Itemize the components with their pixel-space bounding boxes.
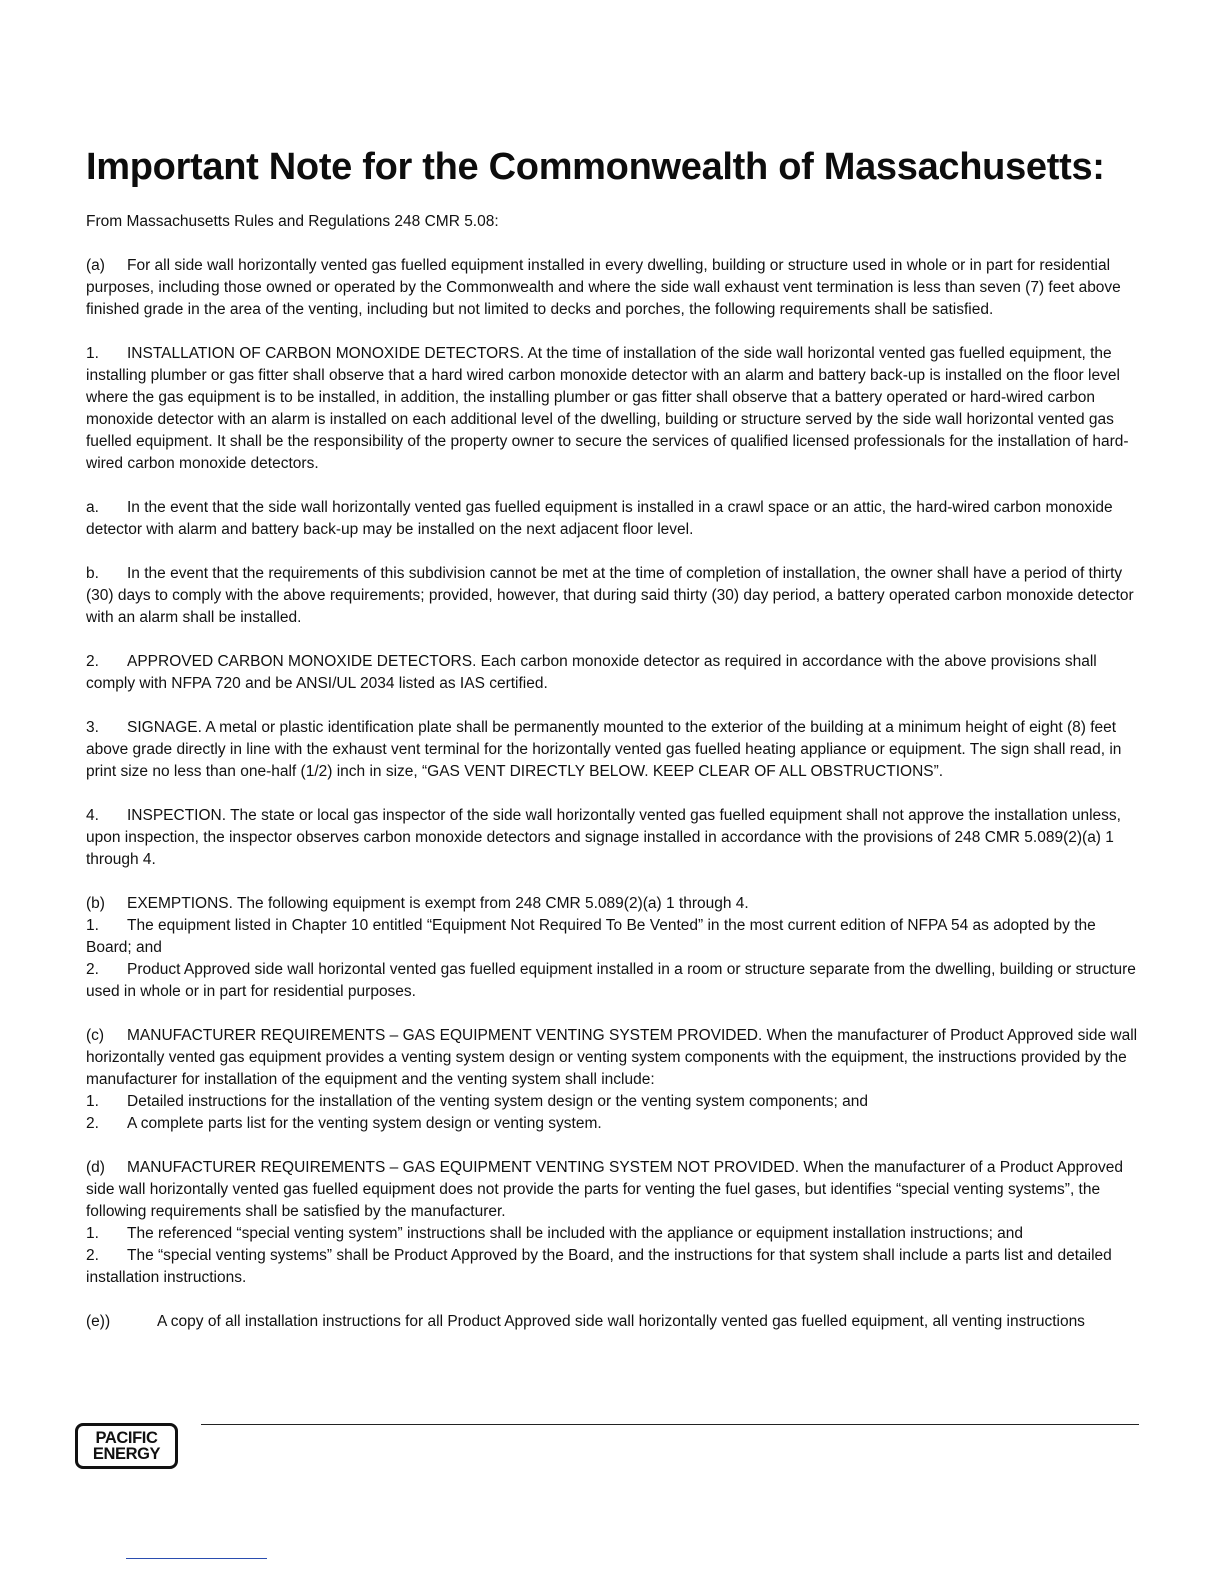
item-4 [86,805,1138,871]
paragraph-body: A copy of all installation instructions for all Product Approved side wall horizontally vented gas fuelled equipment, all venting instructions [157,1313,1085,1330]
paragraph-a [86,255,1138,321]
item-body: The equipment listed in Chapter 10 entitled “Equipment Not Required To Be Vented” in the most current edition of NFPA 54 as adopted by the Board; and [86,917,1096,956]
item-number: 1. [86,917,99,934]
paragraph-body: MANUFACTURER REQUIREMENTS – GAS EQUIPMENT VENTING SYSTEM PROVIDED. When the manufacturer of Product Approved side wall horizontally vented gas equipment provides a venting system design or venting system components with the equipment, the instructions provided by the manufacturer for installation of the equipment and the venting system shall include: [86,1027,1138,1088]
footer-link-underline[interactable] [126,1558,267,1559]
item-number: b. [86,565,99,582]
item-body: Product Approved side wall horizontal vented gas fuelled equipment installed in a room or structure separate from the dwelling, building or structure used in whole or in part for residential purposes. [86,961,1136,1000]
item-1 [86,343,1138,475]
item-number: 3. [86,719,99,736]
provided-item-2 [86,1113,1138,1135]
not-provided-item-1 [86,1223,1138,1245]
not-provided-item-2 [86,1245,1138,1289]
pacific-energy-logo [75,1423,178,1469]
item-number: 2. [86,1247,99,1264]
intro-paragraph: From Massachusetts Rules and Regulations 248 CMR 5.08: [86,213,499,230]
exemption-item-2 [86,959,1138,1003]
paragraph-c [86,1025,1138,1091]
paragraph-body: For all side wall horizontally vented gas fuelled equipment installed in every dwelling, building or structure used in whole or in part for residential purposes, including those owned or operated by the Commonwealth and where the side wall exhaust vent termination is less than seven (7) feet above finished grade in the area of the venting, including but not limited to decks and porches, the following requirements shall be satisfied. [86,257,1121,318]
paragraph-body: EXEMPTIONS. The following equipment is exempt from 248 CMR 5.089(2)(a) 1 through 4. [127,895,749,912]
item-number: a. [86,499,99,516]
item-number: 2. [86,1115,99,1132]
item-body: The “special venting systems” shall be Product Approved by the Board, and the instructions for that system shall include a parts list and detailed installation instructions. [86,1247,1112,1286]
paragraph-number: (a) [86,257,105,274]
item-number: 2. [86,653,99,670]
paragraph-body: MANUFACTURER REQUIREMENTS – GAS EQUIPMENT VENTING SYSTEM NOT PROVIDED. When the manufacturer of a Product Approved side wall horizontally vented gas fuelled equipment does not provide the parts for venting the fuel gases, but identifies “special venting systems”, the following requirements shall be satisfied by the manufacturer. [86,1159,1124,1220]
logo-line-1: PACIFIC [95,1429,158,1447]
paragraph-e-truncated [86,1311,1138,1333]
paragraph-b [86,893,1138,915]
item-body: In the event that the requirements of this subdivision cannot be met at the time of completion of installation, the owner shall have a period of thirty (30) days to comply with the above requirements; provided, however, that during said thirty (30) day period, a battery operated carbon monoxide detector with an alarm shall be installed. [86,565,1134,626]
item-body: A complete parts list for the venting system design or venting system. [127,1115,602,1132]
item-body: Detailed instructions for the installation of the venting system design or the venting system components; and [127,1093,868,1110]
item-2 [86,651,1138,695]
paragraph-number: (c) [86,1027,105,1044]
item-number: 4. [86,807,99,824]
item-number: 1. [86,1225,99,1242]
paragraph-number: (e)) [86,1313,111,1330]
item-body: SIGNAGE. A metal or plastic identification plate shall be permanently mounted to the exterior of the building at a minimum height of eight (8) feet above grade directly in line with the exhaust vent terminal for the horizontally vented gas fuelled heating appliance or equipment. The sign shall read, in print size no less than one-half (1/2) inch in size, “GAS VENT DIRECTLY BELOW. KEEP CLEAR OF ALL OBSTRUCTIONS”. [86,719,1122,780]
item-number: 1. [86,1093,99,1110]
item-1b [86,563,1138,629]
logo-line-2: ENERGY [92,1445,161,1463]
paragraph-number: (b) [86,895,105,912]
paragraph-d [86,1157,1138,1223]
item-body: In the event that the side wall horizontally vented gas fuelled equipment is installed in a crawl space or an attic, the hard-wired carbon monoxide detector with alarm and battery back-up may be installed on the next adjacent floor level. [86,499,1113,538]
footer-divider [201,1424,1139,1425]
item-body: APPROVED CARBON MONOXIDE DETECTORS. Each carbon monoxide detector as required in accordance with the above provisions shall comply with NFPA 720 and be ANSI/UL 2034 listed as IAS certified. [86,653,1097,692]
item-number: 2. [86,961,99,978]
item-body: INSTALLATION OF CARBON MONOXIDE DETECTORS. At the time of installation of the side wall horizontal vented gas fuelled equipment, the installing plumber or gas fitter shall observe that a hard wired carbon monoxide detector with an alarm and battery back-up is installed on the floor level where the gas equipment is to be installed, in addition, the installing plumber or gas fitter shall observe that a battery operated or hard-wired carbon monoxide detector with an alarm is installed on each additional level of the dwelling, building or structure served by the side wall horizontal vented gas fuelled equipment. It shall be the responsibility of the property owner to secure the services of qualified licensed professionals for the installation of hard-wired carbon monoxide detectors. [86,345,1129,472]
item-3 [86,717,1138,783]
item-body: The referenced “special venting system” instructions shall be included with the appliance or equipment installation instructions; and [127,1225,1024,1242]
page-title: Important Note for the Commonwealth of Massachusetts: [86,146,1105,188]
paragraph-number: (d) [86,1159,105,1176]
regulation-text [86,211,1138,1330]
provided-item-1 [86,1091,1138,1113]
exemption-item-1 [86,915,1138,959]
item-1a [86,497,1138,541]
item-number: 1. [86,345,99,362]
item-body: INSPECTION. The state or local gas inspector of the side wall horizontally vented gas fuelled equipment shall not approve the installation unless, upon inspection, the inspector observes carbon monoxide detectors and signage installed in accordance with the provisions of 248 CMR 5.089(2)(a) 1 through 4. [86,807,1121,868]
